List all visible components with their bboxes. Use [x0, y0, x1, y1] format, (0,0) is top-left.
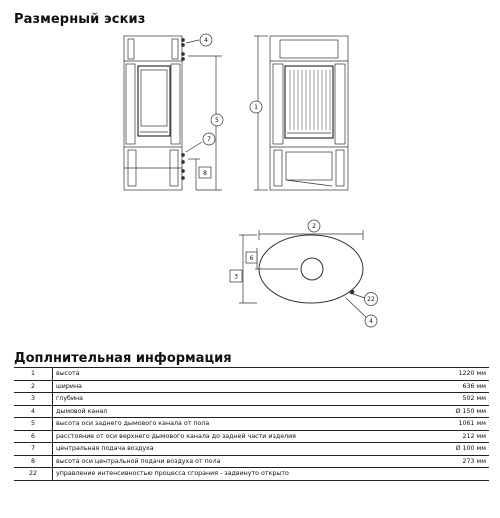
- row-value: 273 мм: [429, 455, 489, 468]
- callout-6: [246, 252, 257, 263]
- row-number: 6: [14, 430, 53, 443]
- row-description: расстояние от оси верхнего дымового канала до задней части изделия: [53, 430, 430, 443]
- svg-text:1: 1: [254, 104, 258, 112]
- row-number: 3: [14, 393, 53, 406]
- row-description: глубина: [53, 393, 430, 406]
- callout-4-top: [365, 315, 377, 327]
- callout-1: [250, 101, 262, 113]
- row-value: Ø 150 мм: [429, 405, 489, 418]
- row-number: 4: [14, 405, 53, 418]
- callout-2: [308, 220, 320, 232]
- svg-text:6: 6: [249, 254, 254, 262]
- row-value: 502 мм: [429, 393, 489, 406]
- callout-5: [211, 114, 223, 126]
- row-value: 636 мм: [429, 380, 489, 393]
- row-description: ширина: [53, 380, 430, 393]
- table-row: [14, 380, 489, 393]
- row-description: высота: [53, 368, 430, 381]
- table-row: [14, 455, 489, 468]
- row-description: высота оси заднего дымового канала от пола: [53, 418, 430, 431]
- callout-22: [365, 293, 378, 306]
- info-title: Доплнительная информация: [14, 351, 232, 366]
- table-row: [14, 430, 489, 443]
- front-view: [254, 36, 348, 190]
- table-row: [14, 443, 489, 456]
- table-row: [14, 418, 489, 431]
- top-view: [239, 230, 368, 319]
- row-number: 5: [14, 418, 53, 431]
- table-row: [14, 405, 489, 418]
- svg-text:8: 8: [203, 169, 207, 177]
- table-row: [14, 468, 489, 481]
- sketch-title: Размерный эскиз: [14, 12, 146, 27]
- row-description: высота оси центральной подачи воздуха от пола: [53, 455, 430, 468]
- row-number: 7: [14, 443, 53, 456]
- callout-8: [199, 167, 211, 178]
- row-description: центральная подача воздуха: [53, 443, 430, 456]
- table-row: [14, 393, 489, 406]
- row-value: 1061 мм: [429, 418, 489, 431]
- svg-text:3: 3: [234, 273, 238, 281]
- svg-text:22: 22: [367, 296, 375, 304]
- row-value: 1220 мм: [429, 368, 489, 381]
- callout-7: [203, 133, 215, 145]
- svg-text:2: 2: [312, 223, 316, 231]
- row-value: [429, 468, 489, 481]
- svg-text:5: 5: [215, 117, 219, 125]
- row-number: 22: [14, 468, 53, 481]
- row-number: 1: [14, 368, 53, 381]
- svg-text:7: 7: [207, 136, 211, 144]
- callout-4-side: [200, 34, 212, 46]
- svg-text:4: 4: [369, 318, 373, 326]
- table-row: [14, 368, 489, 381]
- callout-3: [230, 270, 242, 282]
- row-number: 2: [14, 380, 53, 393]
- row-value: Ø 100 мм: [429, 443, 489, 456]
- row-value: 212 мм: [429, 430, 489, 443]
- row-number: 8: [14, 455, 53, 468]
- svg-text:4: 4: [204, 37, 208, 45]
- row-description: управление интенсивностью процесса сгорания - задвинуто открыто: [53, 468, 430, 481]
- row-description: дымовой канал: [53, 405, 430, 418]
- spec-table: [14, 367, 489, 481]
